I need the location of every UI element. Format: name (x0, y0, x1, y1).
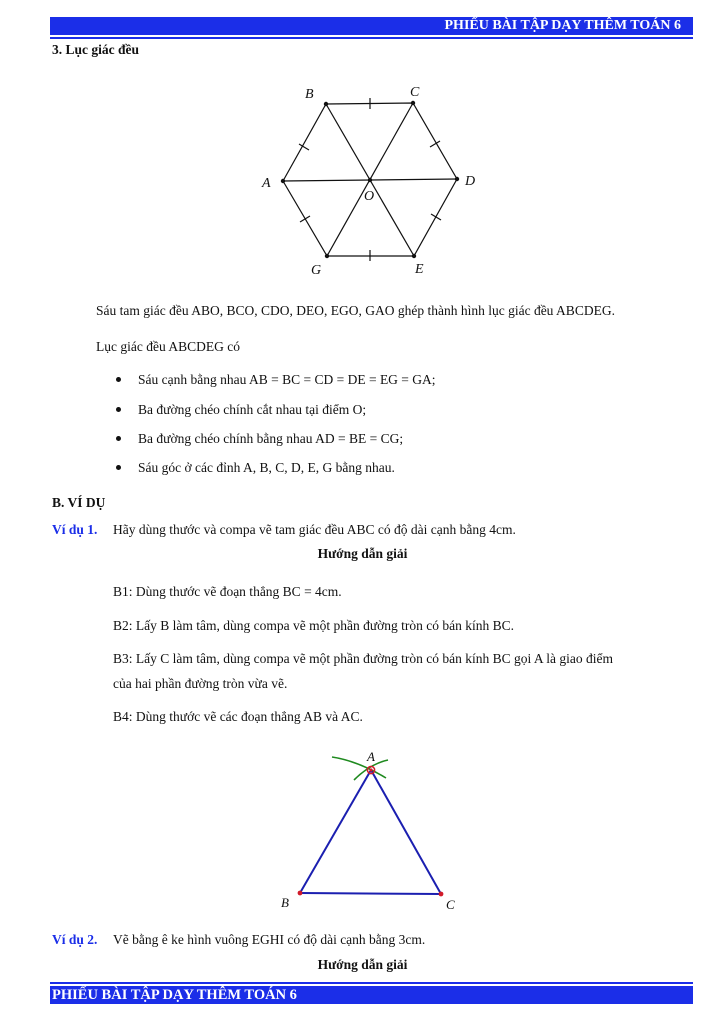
example2-guide-title: Hướng dẫn giải (317, 957, 408, 972)
footer-rule (50, 982, 693, 984)
bullet-dot (116, 436, 121, 441)
section-b-heading: B. VÍ DỤ (52, 495, 106, 510)
footer-banner (50, 986, 693, 1004)
bullet-item: Ba đường chéo chính bằng nhau AD = BE = CG; (138, 431, 404, 446)
label-G: G (311, 263, 322, 278)
step-2: B2: Lấy B làm tâm, dùng compa vẽ một phần đường tròn có bán kính BC. (113, 618, 515, 633)
tick-GA (300, 216, 310, 222)
step-3: B3: Lấy C làm tâm, dùng compa vẽ một phần đường tròn có bán kính BC gọi A là giao điểm (113, 651, 614, 666)
hexagon-figure (250, 80, 480, 280)
bullet-item: Ba đường chéo chính cắt nhau tại điểm O; (138, 402, 367, 417)
point-E (412, 254, 416, 258)
section-heading: 3. Lục giác đều (52, 42, 140, 57)
paragraph-six-triangles: Sáu tam giác đều ABO, BCO, CDO, DEO, EGO, GAO ghép thành hình lục giác đều ABCDEG. (96, 303, 615, 318)
bullet-dot (116, 407, 121, 412)
point-B (298, 891, 303, 896)
point-D (455, 177, 459, 181)
point-A (281, 179, 285, 183)
point-C (439, 892, 444, 897)
example1-text: Hãy dùng thước và compa vẽ tam giác đều ABC có độ dài cạnh bằng 4cm. (113, 522, 516, 537)
side-AC (371, 770, 441, 894)
point-B (324, 102, 328, 106)
point-O (368, 178, 372, 182)
label-C: C (410, 85, 420, 100)
paragraph-hexagon-has: Lục giác đều ABCDEG có (96, 339, 240, 354)
side-AB (300, 770, 371, 893)
label-D: D (465, 174, 476, 189)
label-E: E (415, 262, 424, 277)
bullet-item: Sáu cạnh bằng nhau AB = BC = CD = DE = EG = GA; (138, 372, 436, 387)
bullet-dot (116, 377, 121, 382)
example2-label: Ví dụ 2. (52, 932, 98, 947)
triangle-figure (270, 745, 470, 920)
header-banner (50, 17, 693, 35)
label-C: C (446, 897, 455, 912)
step-4: B4: Dùng thước vẽ các đoạn thẳng AB và AC. (113, 709, 363, 724)
footer-title: PHIẾU BÀI TẬP DẠY THÊM TOÁN 6 (52, 987, 297, 1003)
example2-text: Vẽ bằng ê ke hình vuông EGHI có độ dài cạnh bằng 3cm. (113, 932, 426, 947)
point-C (411, 101, 415, 105)
header-rule (50, 37, 693, 39)
example1-label: Ví dụ 1. (52, 522, 98, 537)
label-O: O (364, 189, 375, 204)
side-BC (300, 893, 441, 894)
bullet-dot (116, 465, 121, 470)
step-3-continued: của hai phần đường tròn vừa vẽ. (113, 676, 288, 691)
header-title: PHIẾU BÀI TẬP DẠY THÊM TOÁN 6 (444, 18, 681, 33)
label-B: B (305, 87, 314, 102)
step-1: B1: Dùng thước vẽ đoạn thẳng BC = 4cm. (113, 584, 342, 599)
point-A-center (369, 768, 372, 771)
tick-DE (431, 214, 441, 220)
point-G (325, 254, 329, 258)
example1-guide-title: Hướng dẫn giải (317, 546, 408, 561)
bullet-item: Sáu góc ở các đỉnh A, B, C, D, E, G bằng nhau. (138, 460, 395, 475)
label-A: A (367, 749, 375, 764)
label-A: A (262, 176, 271, 191)
label-B: B (281, 895, 289, 910)
